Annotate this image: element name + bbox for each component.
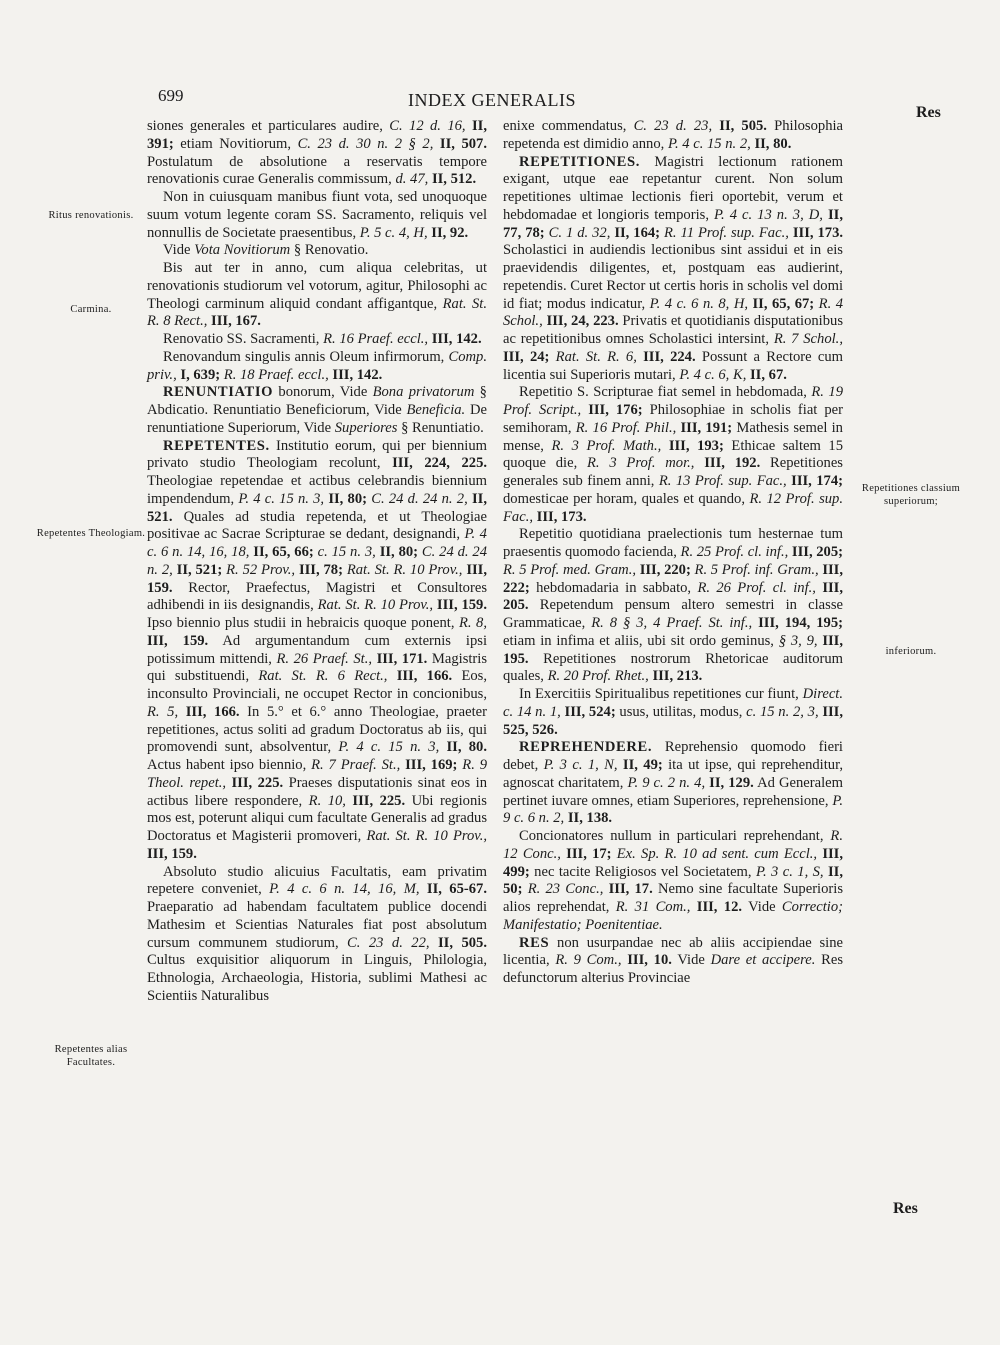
margin-note-repetentes-alias: Repetentes alias Facultates.	[54, 1044, 128, 1068]
margin-note-inferiorum: inferiorum.	[885, 646, 937, 657]
entry-paragraph: REPETENTES. Institutio eorum, qui per biennium privato studio Theologiam recolunt, III, 224, 225. Theologiae repetendae et actibus celebrandis biennium impendendum, P. 4 c. 15 n. 3, II, 80; C. 24 d. 24 n. 2, II, 521. Quales ad studia repetenda, et ut Theologiae positivae ac Sacrae Scripturae se dedant, designandi, P. 4 c. 6 n. 14, 16, 18, II, 65, 66; c. 15 n. 3, II, 80; C. 24 d. 24 n. 2, II, 521; R. 52 Prov., III, 78; Rat. St. R. 10 Prov., III, 159. Rector, Praefectus, Magistri et Consultores adhibendi in iis designandis, Rat. St. R. 10 Prov., III, 159. Ipso biennio plus studii in hebraicis quoque ponent, R. 8, III, 159. Ad argumentandum cum externis ipsi potissimum mittendi, R. 26 Praef. St., III, 171. Magistris qui substituendi, Rat. St. R. 6 Rect., III, 166. Eos, inconsulto Provinciali, ne occupet Rector in concionibus, R. 5, III, 166. In 5.° et 6.° anno Theologiae, praeter repetitiones, actus soliti ad gradum Doctoratus ab iis, qui promovendi sunt, absolventur, P. 4 c. 15 n. 3, II, 80. Actus habent ipso biennio, R. 7 Praef. St., III, 169; R. 9 Theol. repet., III, 225. Praeses disputationis sinat eos in actibus libere respondere, R. 10, III, 225. Ubi regionis mos est, poterunt aliqui cum facultate Generalis ad gradus Doctoratus et Magisterii promoveri, Rat. St. R. 10 Prov., III, 159.	[147, 437, 488, 862]
margin-note-repetitiones-superiorum: Repetitiones classium superiorum;	[861, 483, 961, 507]
entry-paragraph: siones generales et particulares audire, C. 12 d. 16, II, 391; etiam Novitiorum, C. 23 d. 30 n. 2 § 2, II, 507. Postulatum de absolutione a reservatis tempore renovationis curae Generalis commissum, d. 47, II, 512.	[147, 118, 487, 188]
entry-paragraph: Absoluto studio alicuius Facultatis, eam privatim repetere conveniet, P. 4 c. 6 n. 14, 16, M, II, 65-67. Praeparatio ad habendam facultatem publice docendi Mathesim et Scientias Naturales fiat post absolutum cursum communem studiorum, C. 23 d. 22, II, 505. Cultus exquisitior aliquorum in Linguis, Philologia, Ethnologia, Archaeologia, Historia, sublimi Mathesi ac Scientiis Naturalibus	[147, 863, 487, 1004]
entry-paragraph: Repetitio quotidiana praelectionis tum hesternae tum praesentis quomodo facienda, R. 25 Prof. cl. inf., III, 205; R. 5 Prof. med. Gram., III, 220; R. 5 Prof. inf. Gram., III, 222; hebdomadaria in sabbato, R. 26 Prof. cl. inf., III, 205. Repetendum pensum altero semestri in classe Grammaticae, R. 8 § 3, 4 Praef. St. inf., III, 194, 195; etiam in infima et aliis, ubi sit ordo geminus, § 3, 9, III, 195. Repetitiones nostrorum Rhetoricae auditorum quales, R. 20 Prof. Rhet., III, 213.	[503, 526, 844, 685]
margin-note-ritus: Ritus renovationis.	[48, 210, 134, 221]
entry-paragraph: Renovandum singulis annis Oleum infirmorum, Comp. priv., I, 639; R. 18 Praef. eccl., III, 142.	[147, 348, 487, 383]
entry-paragraph: Bis aut ter in anno, cum aliqua celebritas, ut renovationis studiorum vel votorum, agitur, Philosophi ac Theologi carminum aliquid condant affigantque, Rat. St. R. 8 Rect., III, 167.	[147, 260, 487, 330]
entry-paragraph: enixe commendatus, C. 23 d. 23, II, 505. Philosophia repetenda est dimidio anno, P. 4 c. 15 n. 2, II, 80.	[503, 118, 844, 152]
margin-note-repetentes-theologiam: Repetentes Theologiam.	[36, 528, 146, 539]
margin-note-carmina: Carmina.	[70, 304, 112, 315]
entry-paragraph: Vide Vota Novitiorum § Renovatio.	[163, 242, 369, 259]
entry-paragraph: Repetitio S. Scripturae fiat semel in hebdomada, R. 19 Prof. Script., III, 176; Philosophiae in scholis fiat per semihoram, R. 16 Prof. Phil., III, 191; Mathesis semel in mense, R. 3 Prof. Math., III, 193; Ethicae saltem 15 quoque die, R. 3 Prof. mor., III, 192. Repetitiones generales sub finem anni, R. 13 Prof. sup. Fac., III, 174; domesticae per horam, quales et quando, R. 12 Prof. sup. Fac., III, 173.	[503, 384, 844, 525]
running-title: INDEX GENERALIS	[408, 90, 576, 110]
entry-paragraph: Renovatio SS. Sacramenti, R. 16 Praef. eccl., III, 142.	[163, 331, 482, 347]
catchword-bottom: Res	[893, 1200, 918, 1217]
entry-paragraph: RENUNTIATIO bonorum, Vide Bona privatorum § Abdicatio. Renuntiatio Beneficiorum, Vide Beneficia. De renuntiatione Superiorum, Vide Superiores § Renuntiatio.	[147, 384, 487, 436]
entry-paragraph: Concionatores nullum in particulari reprehendant, R. 12 Conc., III, 17; Ex. Sp. R. 10 ad sent. cum Eccl., III, 499; nec tacite Religiosos vel Societatem, P. 3 c. 1, S, II, 50; R. 23 Conc., III, 17. Nemo sine facultate Superioris alios reprehendat, R. 31 Com., III, 12. Vide Correctio; Manifestatio; Poenitentiae.	[503, 828, 843, 933]
catchword-top: Res	[916, 104, 941, 121]
text-column-right	[503, 118, 843, 988]
entry-paragraph: REPETITIONES. Magistri lectionum rationem exigant, utque eae repetantur curent. Non solum repetitiones ultimae lectionis fieri oportebit, verum et hebdomadae et longioris temporis, P. 4 c. 13 n. 3, D, II, 77, 78; C. 1 d. 32, II, 164; R. 11 Prof. sup. Fac., III, 173. Scholastici in audiendis lectionibus sint assidui et in eis praevidendis diligentes, et, postquam eas audierint, repetendis. Curet Rector ut certis horis in scholis vel domi id fiat; modus indicatur, P. 4 c. 6 n. 8, H, II, 65, 67; R. 4 Schol., III, 24, 223. Privatis et quotidianis disputationibus ac repetitionibus omnes Scholastici intersint, R. 7 Schol., III, 24; Rat. St. R. 6, III, 224. Possunt a Rectore cum licentia sui Superioris mutari, P. 4 c. 6, K, II, 67.	[503, 153, 844, 383]
entry-paragraph: In Exercitiis Spiritualibus repetitiones cur fiunt, Direct. c. 14 n. 1, III, 524; usus, utilitas, modus, c. 15 n. 2, 3, III, 525, 526.	[503, 686, 844, 738]
page-number: 699	[158, 86, 184, 105]
entry-paragraph: Non in cuiusquam manibus fiunt vota, sed unoquoque suum votum legente coram SS. Sacramento, reliquis vel nonnullis de Societate praesentibus, P. 5 c. 4, H, II, 92.	[147, 189, 487, 241]
entry-paragraph: REPREHENDERE. Reprehensio quomodo fieri debet, P. 3 c. 1, N, II, 49; ita ut ipse, qui reprehenditur, agnoscat charitatem, P. 9 c. 2 n. 4, II, 129. Ad Generalem pertinet iuvare omnes, etiam Superiores, reprehensione, P. 9 c. 6 n. 2, II, 138.	[503, 739, 844, 827]
entry-paragraph: RES non usurpandae nec ab aliis accipiendae sine licentia, R. 9 Com., III, 10. Vide Dare et accipere. Res defunctorum alterius Provinciae	[503, 934, 843, 986]
text-column-left	[147, 118, 487, 1006]
